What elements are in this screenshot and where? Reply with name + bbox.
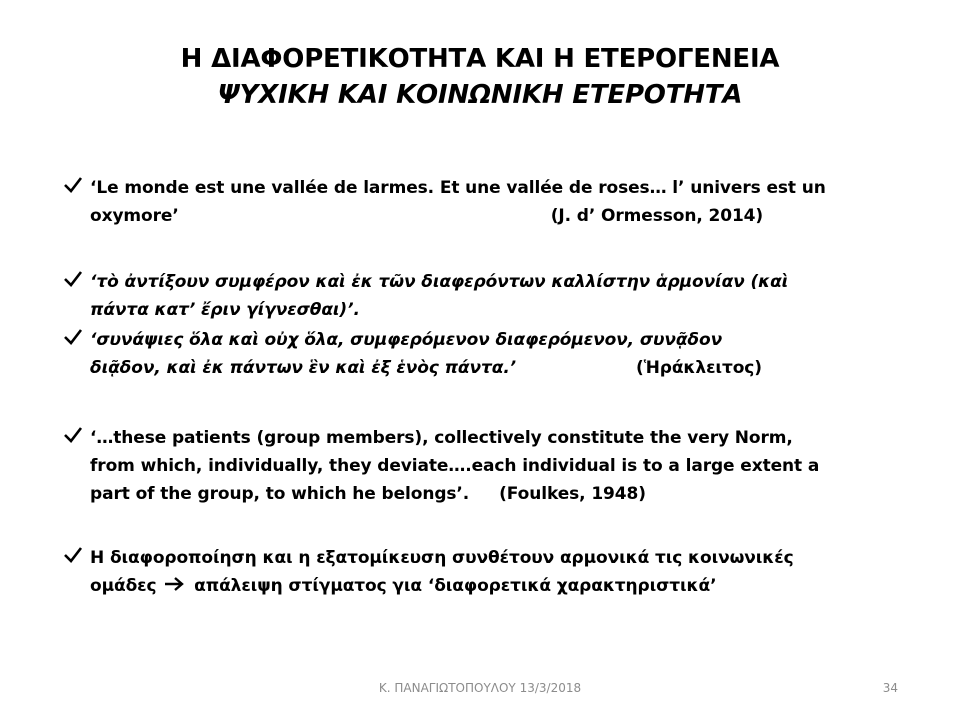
bullet-text-line: ‘συνάψιες ὅλα καὶ οὐχ ὅλα, συμφερόμενον διαφερόμενον, συνᾷδον xyxy=(90,330,723,350)
bullet-text-line: απάλειψη στίγματος για ‘διαφορετικά χαρακτηριστικά’ xyxy=(194,576,717,596)
bullet-text-line: ‘…these patients (group members), collectively constitute the very Norm, xyxy=(90,428,793,448)
bullet-text-line: πάντα κατ’ ἔριν γίγνεσθαι)’. xyxy=(90,300,360,320)
slide-title xyxy=(0,42,960,114)
bullet-text-line: Η διαφοροποίηση και η εξατομίκευση συνθέτουν αρμονικά τις κοινωνικές xyxy=(90,548,794,568)
title-line-2: ΨΥΧΙΚΗ ΚΑΙ ΚΟΙΝΩΝΙΚΗ ΕΤΕΡΟΤΗΤΑ xyxy=(217,79,743,110)
page-number: 34 xyxy=(882,681,898,695)
right-arrow-icon xyxy=(164,572,184,600)
checkmark-icon xyxy=(62,268,84,290)
bullet-text-line: ‘Le monde est une vallée de larmes. Et une vallée de roses… l’ univers est un xyxy=(90,178,826,198)
title-line-1: Η ΔΙΑΦΟΡΕΤΙΚΟΤΗΤΑ ΚΑΙ Η ΕΤΕΡΟΓΕΝΕΙΑ xyxy=(180,44,780,74)
citation: (J. d’ Ormesson, 2014) xyxy=(550,206,764,226)
checkmark-icon xyxy=(62,326,84,348)
bullet-text-line: oxymore’ xyxy=(90,206,179,226)
checkmark-icon xyxy=(62,174,84,196)
checkmark-icon xyxy=(62,544,84,566)
bullet-text-line: διᾷδον, καὶ ἐκ πάντων ἓν καὶ ἐξ ἑνὸς πάντα.’ xyxy=(90,358,517,378)
citation: (Foulkes, 1948) xyxy=(499,484,646,504)
checkmark-icon xyxy=(62,424,84,446)
citation: (Ἡράκλειτος) xyxy=(636,358,762,378)
footer-author-date: Κ. ΠΑΝΑΓΙΩΤΟΠΟΥΛΟΥ 13/3/2018 xyxy=(378,681,582,695)
bullet-text-line: ‘τὸ ἀντίξουν συμφέρον καὶ ἐκ τῶν διαφερόντων καλλίστην ἁρμονίαν (καὶ xyxy=(90,272,789,292)
bullet-text-line: ομάδες xyxy=(90,576,157,596)
bullet-text-line: part of the group, to which he belongs’. xyxy=(90,484,470,504)
bullet-text-line: from which, individually, they deviate….each individual is to a large extent a xyxy=(90,456,820,476)
